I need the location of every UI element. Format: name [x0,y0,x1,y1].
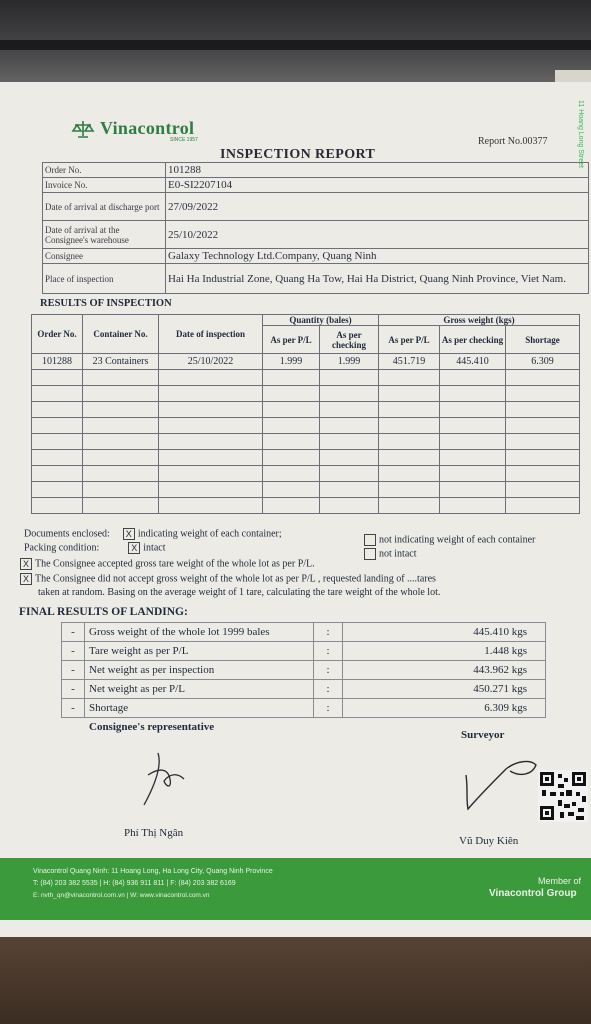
colon: : [314,699,343,718]
col-gross-weight: Gross weight (kgs) [379,315,580,326]
table-row [32,354,580,370]
col-order-no: Order No. [32,315,83,354]
side-address-text: 11 Hoang Long Street [577,100,584,168]
results-heading: RESULTS OF INSPECTION [40,298,172,309]
table-row [62,699,546,718]
shipment-info-table [42,162,589,294]
consignee-name: Phí Thị Ngân [124,827,184,839]
colon: : [314,680,343,699]
footer-address: Vinacontrol Quang Ninh: 11 Hoang Long, Ha Long City, Quang Ninh Province [33,868,273,875]
final-label: Gross weight of the whole lot 1999 bales [85,623,314,642]
dash: - [62,680,85,699]
not-indicating-text: not indicating weight of each container [379,534,536,546]
dash: - [62,699,85,718]
empty-row [32,466,580,482]
desk-background-bottom [0,925,591,1024]
cell-date: 25/10/2022 [159,354,263,370]
not-accepted-row-2 [38,587,440,599]
packing-label: Packing condition: [24,542,100,554]
not-intact-row [364,548,417,560]
accepted-row [20,558,315,570]
info-row [43,178,589,193]
final-value: 6.309 kgs [343,699,546,718]
final-label: Tare weight as per P/L [85,642,314,661]
info-value: 25/10/2022 [166,221,589,249]
report-number: Report No.00377 [478,136,548,147]
col-container-no: Container No. [83,315,159,354]
not-intact-text: not intact [379,548,417,560]
colon: : [314,623,343,642]
cell-order-no: 101288 [32,354,83,370]
info-value: Galaxy Technology Ltd.Company, Quang Ninh [166,249,589,264]
consignee-representative-label: Consignee's representative [89,721,215,733]
final-value: 450.271 kgs [343,680,546,699]
not-indicating-row [364,534,535,546]
checkbox-empty [364,534,376,546]
table-row [62,642,546,661]
empty-row [32,418,580,434]
brand-name: Vinacontrol [100,118,195,138]
col-qty-checking: As per checking [320,326,379,354]
footer-member-of: Member of [538,876,582,886]
footer-bar [0,858,591,920]
col-shortage: Shortage [506,326,580,354]
info-label: Date of arrival at the Consignee's warehouse [43,221,166,249]
empty-row [32,386,580,402]
info-value: Hai Ha Industrial Zone, Quang Ha Tow, Hai Ha District, Quang Ninh Province, Viet Nam. [166,264,589,294]
col-date: Date of inspection [159,315,263,354]
col-qty-pl: As per P/L [263,326,320,354]
dash: - [62,642,85,661]
surveyor-signature [460,755,540,815]
checkbox-checked: X [123,528,135,540]
cell-qty-checking: 1.999 [320,354,379,370]
brand-since: SINCE 1957 [170,137,198,143]
final-label: Net weight as per P/L [85,680,314,699]
surveyor-name: Vũ Duy Kiên [459,835,519,847]
table-row [62,623,546,642]
info-label: Place of inspection [43,264,166,294]
packing-row [24,542,166,554]
final-results-heading: FINAL RESULTS OF LANDING: [19,606,188,618]
dash: - [62,661,85,680]
cell-gw-pl: 451.719 [379,354,440,370]
info-value: E0-SI2207104 [166,178,589,193]
checkbox-checked: X [20,558,32,570]
footer-web: E: nvth_qn@vinacontrol.com.vn | W: www.vinacontrol.com.vn [33,892,210,899]
desk-background-top [0,0,591,92]
final-value: 1.448 kgs [343,642,546,661]
info-row [43,249,589,264]
final-results-table [61,622,546,718]
empty-row [32,370,580,386]
empty-row [32,434,580,450]
info-value: 101288 [166,163,589,178]
vinacontrol-logo [70,118,194,139]
scales-logo-icon [70,119,96,139]
final-value: 445.410 kgs [343,623,546,642]
table-row [62,661,546,680]
empty-row [32,402,580,418]
info-row [43,163,589,178]
final-label: Net weight as per inspection [85,661,314,680]
cell-gw-checking: 445.410 [440,354,506,370]
checkbox-empty [364,548,376,560]
documents-row [24,528,282,540]
info-label: Consignee [43,249,166,264]
documents-label: Documents enclosed: [24,528,110,540]
not-accepted-row [20,573,436,585]
empty-row [32,498,580,514]
cell-shortage: 6.309 [506,354,580,370]
info-label: Invoice No. [43,178,166,193]
inspection-results-table [31,314,580,514]
table-row [62,680,546,699]
footer-group: Vinacontrol Group [489,888,577,899]
col-gw-pl: As per P/L [379,326,440,354]
cell-container-no: 23 Containers [83,354,159,370]
final-label: Shortage [85,699,314,718]
cell-qty-pl: 1.999 [263,354,320,370]
consignee-signature [140,745,190,810]
info-row [43,221,589,249]
footer-phones: T: (84) 203 382 5535 | H: (84) 936 911 811 | F: (84) 203 382 6169 [33,880,236,887]
device-edge [0,40,591,50]
intact-text: intact [143,542,166,554]
checkbox-checked: X [20,573,32,585]
checkbox-checked: X [128,542,140,554]
info-value: 27/09/2022 [166,193,589,221]
indicating-text: indicating weight of each container; [137,528,282,540]
info-row [43,193,589,221]
col-gw-checking: As per checking [440,326,506,354]
surveyor-label: Surveyor [461,729,505,741]
qr-code-icon [538,770,588,822]
colon: : [314,642,343,661]
not-accepted-text: The Consignee did not accept gross weight of the whole lot as per P/L , requested landing of ....tares [35,573,436,585]
info-label: Order No. [43,163,166,178]
col-quantity: Quantity (bales) [263,315,379,326]
empty-row [32,482,580,498]
info-row [43,264,589,294]
colon: : [314,661,343,680]
accepted-text: The Consignee accepted gross tare weight of the whole lot as per P/L. [35,558,315,570]
not-accepted-text-2: taken at random. Basing on the average weight of 1 tare, calculating the tare weight of the whole lot. [38,587,441,598]
empty-row [32,450,580,466]
dash: - [62,623,85,642]
results-header-row [32,315,580,326]
final-value: 443.962 kgs [343,661,546,680]
info-label: Date of arrival at discharge port [43,193,166,221]
report-title: INSPECTION REPORT [220,147,376,162]
